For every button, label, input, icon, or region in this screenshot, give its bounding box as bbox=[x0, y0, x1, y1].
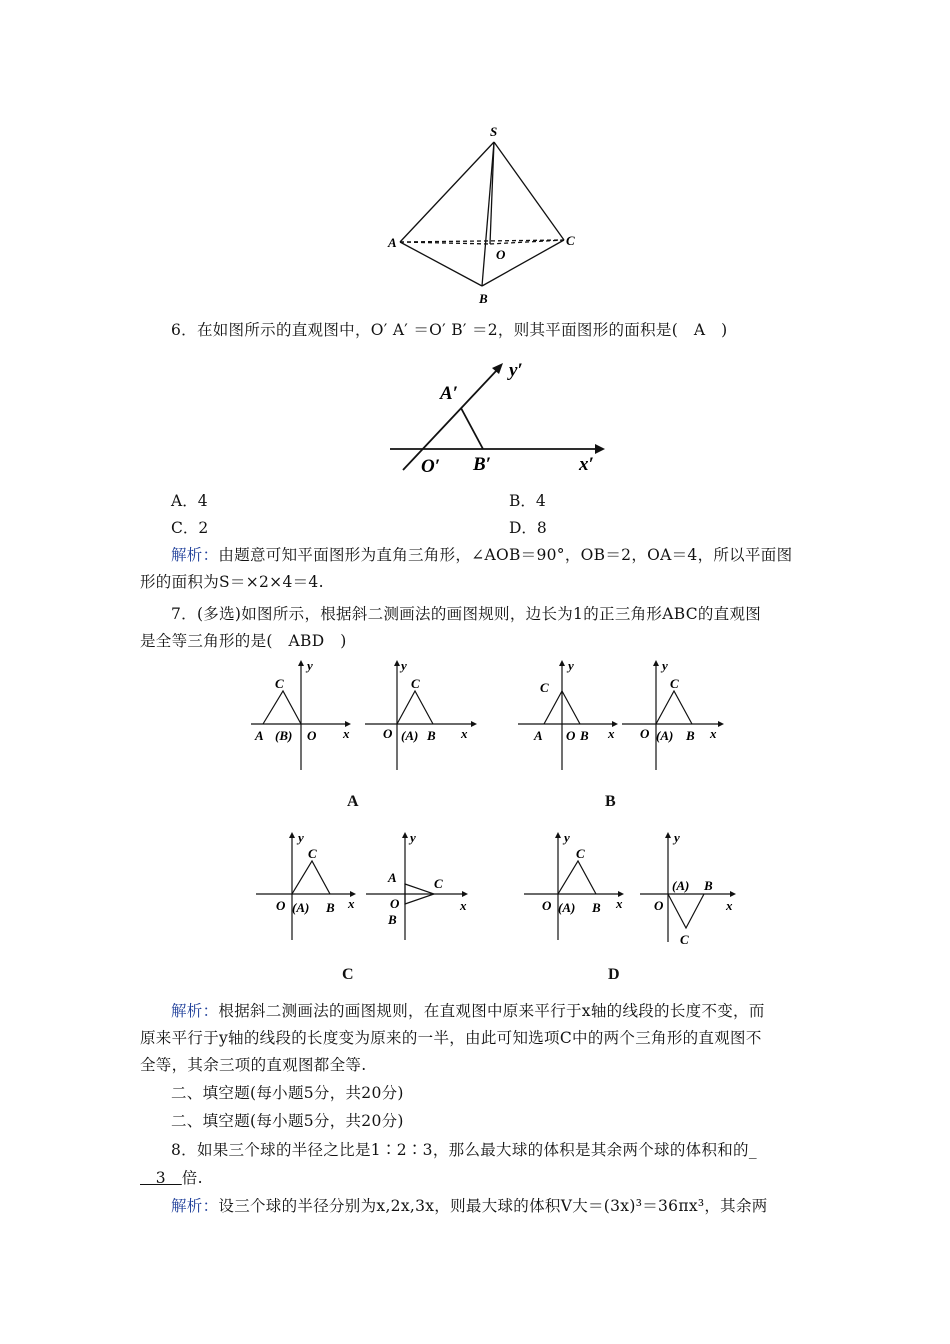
svg-text:x: x bbox=[343, 726, 350, 741]
svg-text:O: O bbox=[542, 898, 552, 913]
svg-text:C: C bbox=[434, 876, 443, 891]
q6-option-b: B．4 bbox=[509, 492, 546, 510]
svg-text:y: y bbox=[564, 830, 570, 845]
pyramid-label-o: O bbox=[496, 247, 506, 262]
svg-text:O: O bbox=[276, 898, 286, 913]
svg-text:y: y bbox=[298, 830, 304, 845]
svg-text:A: A bbox=[255, 728, 264, 743]
q8-question-line-2 bbox=[140, 1166, 203, 1188]
q7-analysis-label: 解析： bbox=[171, 1002, 219, 1020]
q7-figure-d bbox=[518, 830, 748, 950]
svg-text:y: y bbox=[568, 658, 574, 673]
pyramid-figure bbox=[380, 120, 590, 310]
svg-text:x: x bbox=[608, 726, 615, 741]
section-heading-2: 二、填空题(每小题5分，共20分) bbox=[171, 1112, 404, 1130]
svg-text:B: B bbox=[686, 728, 695, 743]
q7-caption-c: C bbox=[342, 966, 354, 983]
q7-analysis-line-3: 全等，其余三项的直观图都全等. bbox=[140, 1056, 367, 1074]
svg-text:A: A bbox=[534, 728, 543, 743]
svg-text:C: C bbox=[576, 846, 585, 861]
pyramid-label-a: A bbox=[388, 235, 397, 250]
svg-text:C: C bbox=[308, 846, 317, 861]
svg-text:O: O bbox=[390, 896, 400, 911]
q7-question-line-1: 7．(多选)如图所示，根据斜二测画法的画图规则，边长为1的正三角形ABC的直观图 bbox=[171, 605, 762, 623]
svg-text:C: C bbox=[670, 676, 679, 691]
q6-label-y-prime: y′ bbox=[509, 360, 523, 381]
svg-text:O: O bbox=[640, 726, 650, 741]
q8-question-tail: 倍. bbox=[181, 1169, 203, 1187]
svg-text:B: B bbox=[580, 728, 589, 743]
q6-label-b-prime: B′ bbox=[473, 454, 492, 475]
svg-text:C: C bbox=[540, 680, 549, 695]
svg-text:B: B bbox=[388, 912, 397, 927]
q6-analysis-line-2: 形的面积为S＝×2×4＝4. bbox=[140, 573, 324, 591]
pyramid-label-s: S bbox=[490, 124, 498, 139]
svg-text:C: C bbox=[411, 676, 420, 691]
q6-label-x-prime: x′ bbox=[579, 454, 594, 475]
svg-text:A: A bbox=[388, 870, 397, 885]
q6-label-o-prime: O′ bbox=[421, 456, 441, 477]
q6-question: 6．在如图所示的直观图中，O′ A′ ＝O′ B′ ＝2，则其平面图形的面积是( A ) bbox=[171, 321, 728, 339]
q8-analysis-text-1: 设三个球的半径分别为x,2x,3x，则最大球的体积V大＝(3x)³＝36πx³，其余两 bbox=[218, 1197, 768, 1215]
q6-analysis-text-1: 由题意可知平面图形为直角三角形，∠AOB＝90°，OB＝2，OA＝4，所以平面图 bbox=[218, 546, 793, 564]
q6-option-d: D．8 bbox=[509, 519, 547, 537]
q6-label-a-prime: A′ bbox=[440, 383, 459, 404]
q8-question-line-1: 8．如果三个球的半径之比是1∶2∶3，那么最大球的体积是其余两个球的体积和的_ bbox=[171, 1141, 757, 1159]
svg-text:C: C bbox=[275, 676, 284, 691]
svg-text:B: B bbox=[704, 878, 713, 893]
svg-text:(A): (A) bbox=[656, 728, 674, 743]
svg-text:O: O bbox=[566, 728, 576, 743]
pyramid-label-b: B bbox=[479, 291, 488, 306]
svg-text:(B): (B) bbox=[275, 728, 293, 743]
svg-text:(A): (A) bbox=[401, 728, 419, 743]
q7-figure-c bbox=[250, 830, 480, 945]
q7-figure-b bbox=[512, 658, 732, 778]
svg-text:x: x bbox=[726, 898, 733, 913]
svg-text:y: y bbox=[674, 830, 680, 845]
svg-text:y: y bbox=[662, 658, 668, 673]
q7-caption-a: A bbox=[347, 793, 359, 810]
svg-text:y: y bbox=[401, 658, 407, 673]
svg-text:y: y bbox=[307, 658, 313, 673]
q7-analysis-text-1: 根据斜二测画法的画图规则，在直观图中原来平行于x轴的线段的长度不变，而 bbox=[218, 1002, 765, 1020]
q6-oblique-figure bbox=[385, 358, 615, 483]
svg-text:y: y bbox=[410, 830, 416, 845]
svg-text:x: x bbox=[710, 726, 717, 741]
svg-text:O: O bbox=[654, 898, 664, 913]
svg-text:(A): (A) bbox=[292, 900, 310, 915]
svg-text:B: B bbox=[592, 900, 601, 915]
q8-analysis-label: 解析： bbox=[171, 1197, 219, 1215]
svg-text:(A): (A) bbox=[672, 878, 690, 893]
section-heading-1: 二、填空题(每小题5分，共20分) bbox=[171, 1084, 404, 1102]
svg-text:B: B bbox=[326, 900, 335, 915]
svg-text:B: B bbox=[427, 728, 436, 743]
q7-caption-b: B bbox=[605, 793, 616, 810]
q7-analysis-line-1 bbox=[171, 999, 765, 1021]
q6-option-c: C．2 bbox=[171, 519, 209, 537]
svg-text:O: O bbox=[307, 728, 317, 743]
q8-answer-blank: 3 bbox=[140, 1169, 182, 1187]
q8-question-text: 8．如果三个球的半径之比是1∶2∶3，那么最大球的体积是其余两个球的体积和的 bbox=[171, 1141, 749, 1159]
q6-analysis-label: 解析： bbox=[171, 546, 219, 564]
q6-analysis-line-1 bbox=[171, 543, 792, 565]
q7-question-line-2: 是全等三角形的是( ABD ) bbox=[140, 632, 347, 650]
svg-text:(A): (A) bbox=[558, 900, 576, 915]
q6-option-a: A．4 bbox=[171, 492, 208, 510]
svg-text:x: x bbox=[460, 898, 467, 913]
pyramid-label-c: C bbox=[566, 233, 575, 248]
svg-text:x: x bbox=[461, 726, 468, 741]
q7-caption-d: D bbox=[608, 966, 620, 983]
q7-analysis-line-2: 原来平行于y轴的线段的长度变为原来的一半，由此可知选项C中的两个三角形的直观图不 bbox=[140, 1029, 762, 1047]
q8-analysis-line-1 bbox=[171, 1194, 768, 1216]
svg-text:O: O bbox=[383, 726, 393, 741]
svg-text:x: x bbox=[616, 896, 623, 911]
svg-text:C: C bbox=[680, 932, 689, 947]
svg-text:x: x bbox=[348, 896, 355, 911]
q7-figure-a bbox=[245, 658, 485, 778]
